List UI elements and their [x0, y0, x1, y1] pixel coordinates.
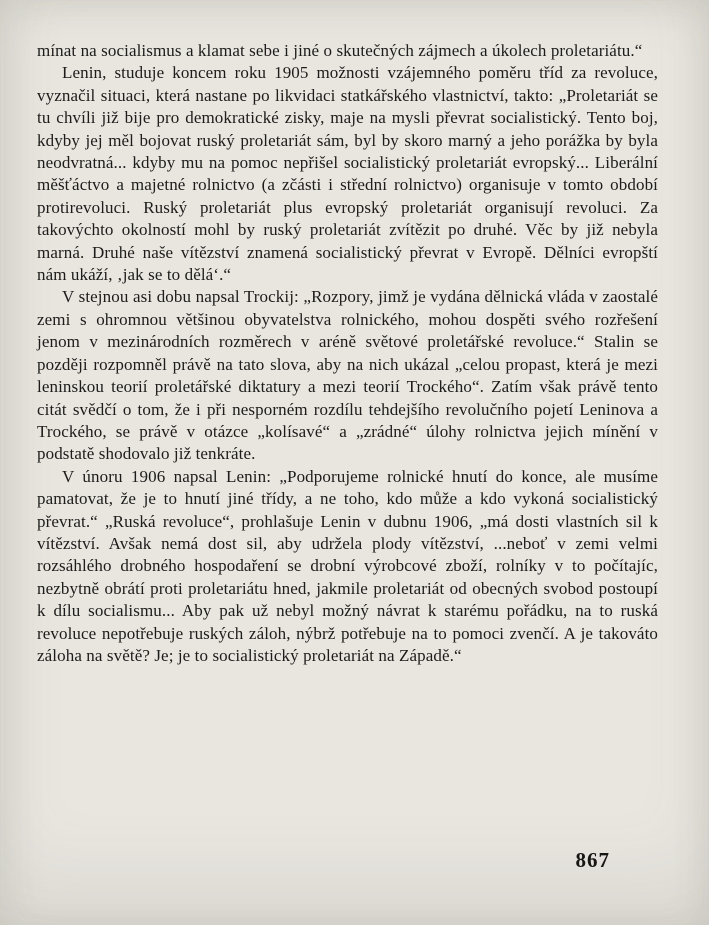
paragraph: mínat na socialismus a klamat sebe i jiné o skutečných zájmech a úkolech proletariátu.“	[37, 41, 643, 60]
paragraph: V stejnou asi dobu napsal Trockij: „Rozpory, jimž je vydána dělnická vláda v zaostalé zemi s ohromnou většinou obyvatelstva rolnického, mohou dospěti svého rozřešení jenom v mezinárodních rozměrech v aréně světové proletářské revoluce.“ Stalin se později rozpomněl právě na tato slova, aby na nich ukázal „celou propast, která je mezi leninskou teorií proletářské diktatury a mezi teorií Trockého“. Zatím však právě tento citát svědčí o tom, že i při nesporném rozdílu tehdejšího revolučního pojetí Leninova a Trockého, se právě v otázce „kolísavé“ a „zrádné“ úlohy rolnictva jejich mínění v podstatě shodovalo již tenkráte.	[37, 287, 658, 464]
paragraph: V únoru 1906 napsal Lenin: „Podporujeme rolnické hnutí do konce, ale musíme pamatovat, že je to hnutí jiné třídy, a ne toho, kdo může a kdo vykoná socialistický převrat.“ „Ruská revoluce“, prohlašuje Lenin v dubnu 1906, „má dosti vlastních sil k vítězství. Avšak nemá dost sil, aby udržela plody vítězství, ...neboť v zemi velmi rozsáhlého drobného hospodaření se drobní výrobcové zboží, rolníky v to počítajíc, nezbytně obrátí proti proletariátu hned, jakmile proletariát od obecných svobod postoupí k dílu socialismu... Aby pak už nebyl možný návrat k starému pořádku, na to ruská revoluce nepotřebuje ruských záloh, nýbrž potřebuje na to pomoci zvenčí. A je takováto záloha na světě? Je; je to socialistický proletariát na Západě.“	[37, 466, 658, 665]
page-text	[37, 40, 658, 667]
page-number: 867	[575, 848, 610, 872]
paragraph: Lenin, studuje koncem roku 1905 možnosti vzájemného poměru tříd za revoluce, vyznačil situaci, která nastane po likvidaci statkářského vlastnictví, takto: „Proletariát se tu chvíli již bije pro demokratické zisky, maje na mysli převrat socialistický. Tento boj, kdyby jej měl bojovat ruský proletariát sám, byl by skoro marný a jeho porážka by byla neodvratná... kdyby mu na pomoc nepřišel socialistický proletariát evropský... Liberální měšťáctvo a majetné rolnictvo (a zčásti i střední rolnictvo) organisuje v tomto období protirevoluci. Ruský proletariát plus evropský proletariát organisují revoluci. Za takovýchto okolností mohl by ruský proletariát zvítězit po druhé. Věc by již nebyla marná. Druhé naše vítězství znamená socialistický převrat v Evropě. Dělníci evropští nám ukáží, ‚jak se to dělá‘.“	[37, 63, 658, 285]
